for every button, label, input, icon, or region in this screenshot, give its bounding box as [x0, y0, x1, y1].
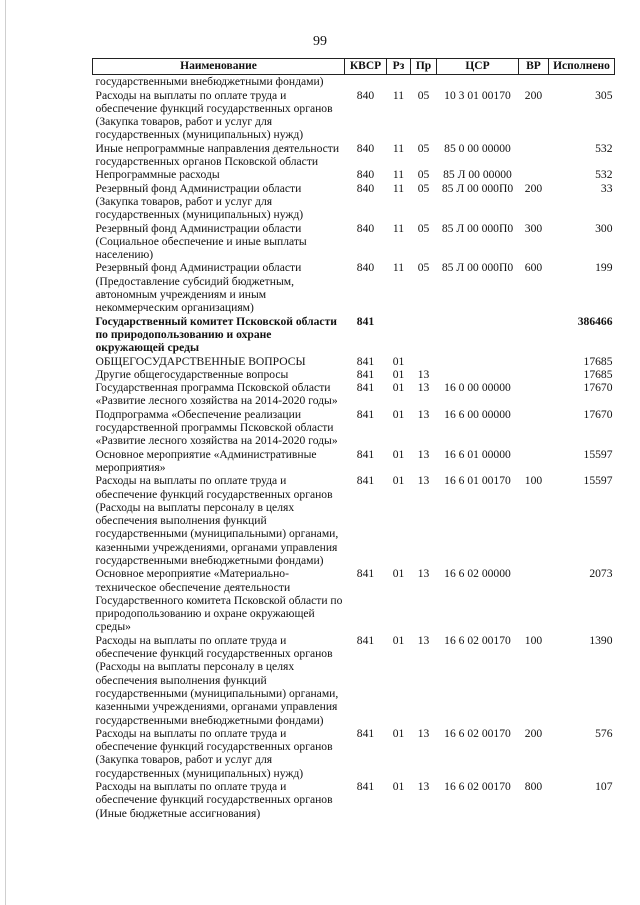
cell-name: Расходы на выплаты по оплате труда и обеспечение функций государственных органов (Закупка товаров, работ и услуг для государственных (муниципальных) нужд)	[95, 88, 333, 142]
cell-pr: 13	[417, 567, 430, 581]
cell-pr: 13	[417, 474, 430, 488]
cell-vr: 100	[524, 474, 543, 488]
table-row	[93, 368, 615, 381]
cell-pr: 13	[417, 367, 430, 381]
table-row	[93, 182, 615, 222]
cell-name: Иные непрограммные направления деятельности государственных органов Псковской области	[95, 141, 340, 169]
cell-rz: 01	[392, 367, 405, 381]
cell-amount: 576	[595, 726, 613, 740]
cell-pr: 05	[417, 181, 430, 195]
cell-csr	[437, 315, 519, 355]
cell-csr: 85 Л 00 000П0	[441, 181, 514, 195]
cell-vr	[519, 75, 549, 89]
header-amount: Исполнено	[549, 59, 615, 75]
cell-csr: 16 6 02 00000	[444, 567, 511, 581]
cell-rz: 01	[392, 354, 405, 368]
cell-csr	[437, 355, 519, 368]
cell-amount: 2073	[589, 567, 613, 581]
cell-vr	[519, 368, 549, 381]
cell-rz: 11	[392, 261, 405, 275]
cell-kvsr: 840	[356, 181, 375, 195]
cell-kvsr: 841	[356, 367, 375, 381]
cell-amount: 15597	[583, 447, 613, 461]
cell-name: Резервный фонд Администрации области (Предоставление субсидий бюджетным, автономным учреждениям и иным некоммерческим организациям)	[95, 261, 302, 315]
cell-kvsr: 840	[356, 261, 375, 275]
cell-rz: 01	[392, 567, 405, 581]
cell-amount: 300	[595, 221, 613, 235]
cell-kvsr: 841	[356, 474, 375, 488]
cell-vr	[519, 168, 549, 181]
cell-vr: 600	[524, 261, 543, 275]
cell-vr: 300	[524, 221, 543, 235]
cell-kvsr: 841	[356, 726, 375, 740]
cell-name: Расходы на выплаты по оплате труда и обеспечение функций государственных органов (Расходы на выплаты персоналу в целях обеспечения выполнения функций государственными (муниципальными) органами, казенными учреждениями, органами управления государственными внебюджетными фондами)	[95, 633, 339, 727]
cell-amount: 199	[595, 261, 613, 275]
cell-pr: 05	[417, 261, 430, 275]
cell-pr: 05	[417, 221, 430, 235]
cell-rz: 01	[392, 780, 405, 794]
cell-amount: 17670	[583, 381, 613, 395]
cell-name: Резервный фонд Администрации области (Социальное обеспечение и иные выплаты населению)	[95, 221, 307, 262]
cell-csr: 85 Л 00 000П0	[441, 261, 514, 275]
cell-amount: 305	[595, 88, 613, 102]
cell-pr	[411, 355, 437, 368]
cell-name: Основное мероприятие «Материально-техническое обеспечение деятельности Государственного комитета Псковской области по природопользованию и охране окружающей среды»	[95, 567, 343, 634]
cell-amount: 532	[595, 141, 613, 155]
cell-csr: 10 3 01 00170	[444, 88, 511, 102]
cell-rz: 01	[392, 447, 405, 461]
cell-rz: 01	[392, 474, 405, 488]
cell-pr	[411, 75, 437, 89]
cell-pr: 13	[417, 447, 430, 461]
table-body	[93, 75, 615, 820]
table-row	[93, 75, 615, 89]
cell-vr	[519, 142, 549, 169]
header-rz: Рз	[387, 59, 411, 75]
cell-kvsr: 841	[356, 354, 375, 368]
header-name: Наименование	[93, 59, 345, 75]
table-row	[93, 634, 615, 727]
cell-pr: 13	[417, 726, 430, 740]
cell-vr: 200	[524, 726, 543, 740]
cell-name: Государственный комитет Псковской области по природопользованию и охране окружающей среды	[95, 314, 337, 355]
budget-table	[92, 58, 615, 820]
cell-name: Государственная программа Псковской области «Развитие лесного хозяйства на 2014-2020 годы»	[95, 381, 338, 408]
cell-vr: 100	[524, 633, 543, 647]
cell-name: Подпрограмма «Обеспечение реализации государственной программы Псковской области «Развитие лесного хозяйства на 2014-2020 годы»	[95, 407, 338, 448]
cell-pr: 13	[417, 381, 430, 395]
cell-amount: 386466	[577, 314, 613, 328]
cell-rz: 01	[392, 726, 405, 740]
cell-csr	[437, 368, 519, 381]
table-row	[93, 355, 615, 368]
table-row	[93, 168, 615, 181]
page-number: 99	[313, 34, 327, 49]
cell-amount: 17670	[583, 407, 613, 421]
cell-csr: 85 Л 00 00000	[443, 168, 512, 182]
cell-name: ОБЩЕГОСУДАРСТВЕННЫЕ ВОПРОСЫ	[95, 354, 306, 368]
table-row	[93, 727, 615, 780]
cell-name: Расходы на выплаты по оплате труда и обеспечение функций государственных органов (Расходы на выплаты персоналу в целях обеспечения выполнения функций государственными (муниципальными) органами, казенными учреждениями, органами управления государственными внебюджетными фондами)	[95, 474, 339, 567]
table-row	[93, 222, 615, 262]
cell-name: Расходы на выплаты по оплате труда и обеспечение функций государственных органов (Иные бюджетные ассигнования)	[95, 780, 333, 820]
cell-kvsr: 841	[356, 381, 375, 395]
cell-rz: 11	[392, 88, 405, 102]
cell-rz: 11	[392, 141, 405, 155]
cell-kvsr	[345, 75, 387, 89]
cell-kvsr: 841	[356, 407, 375, 421]
cell-pr: 13	[417, 780, 430, 794]
cell-vr	[519, 315, 549, 355]
cell-csr: 16 6 02 00170	[444, 633, 511, 647]
cell-pr: 13	[417, 633, 430, 647]
cell-rz: 11	[392, 181, 405, 195]
cell-name: Расходы на выплаты по оплате труда и обеспечение функций государственных органов (Закупка товаров, работ и услуг для государственных (муниципальных) нужд)	[95, 726, 333, 780]
cell-vr	[519, 567, 549, 633]
cell-name: Другие общегосударственные вопросы	[95, 367, 289, 381]
cell-amount: 1390	[589, 633, 613, 647]
cell-name: Основное мероприятие «Административные мероприятия»	[95, 447, 317, 474]
cell-rz	[387, 315, 411, 355]
cell-rz: 01	[392, 381, 405, 395]
cell-amount: 107	[595, 780, 613, 794]
cell-kvsr: 840	[356, 221, 375, 235]
cell-pr: 05	[417, 88, 430, 102]
cell-csr: 16 6 01 00170	[444, 474, 511, 488]
table-row	[93, 315, 615, 355]
cell-amount: 17685	[583, 354, 613, 368]
cell-name: государственными внебюджетными фондами)	[95, 75, 324, 89]
cell-vr: 200	[524, 181, 543, 195]
cell-kvsr: 840	[356, 88, 375, 102]
cell-kvsr: 841	[356, 633, 375, 647]
table-row	[93, 381, 615, 408]
cell-vr: 800	[524, 780, 543, 794]
cell-kvsr: 841	[356, 314, 375, 328]
cell-pr: 05	[417, 141, 430, 155]
cell-rz: 01	[392, 407, 405, 421]
cell-csr: 16 6 02 00170	[444, 780, 511, 794]
cell-kvsr: 841	[356, 567, 375, 581]
cell-csr: 16 0 00 00000	[444, 381, 511, 395]
cell-csr: 16 6 02 00170	[444, 726, 511, 740]
cell-vr	[519, 408, 549, 448]
cell-rz: 11	[392, 221, 405, 235]
cell-csr: 16 6 01 00000	[444, 447, 511, 461]
table-row	[93, 261, 615, 314]
cell-amount	[549, 75, 615, 89]
cell-csr: 85 0 00 00000	[444, 141, 511, 155]
cell-rz	[387, 75, 411, 89]
cell-csr	[437, 75, 519, 89]
header-csr: ЦСР	[437, 59, 519, 75]
cell-csr: 16 6 00 00000	[444, 407, 511, 421]
header-kvsr: КВСР	[345, 59, 387, 75]
table-row	[93, 142, 615, 169]
table-header-row	[93, 59, 615, 75]
cell-pr	[411, 315, 437, 355]
cell-name: Непрограммные расходы	[95, 168, 220, 182]
cell-vr	[519, 355, 549, 368]
table-row	[93, 89, 615, 142]
cell-amount: 532	[595, 168, 613, 182]
cell-amount: 15597	[583, 474, 613, 488]
cell-kvsr: 841	[356, 447, 375, 461]
cell-pr: 13	[417, 407, 430, 421]
cell-vr	[519, 381, 549, 408]
cell-kvsr: 840	[356, 141, 375, 155]
cell-rz: 01	[392, 633, 405, 647]
table-row	[93, 780, 615, 820]
table-row	[93, 408, 615, 448]
page-edge	[5, 0, 6, 905]
table-row	[93, 567, 615, 633]
header-pr: Пр	[411, 59, 437, 75]
cell-kvsr: 840	[356, 168, 375, 182]
cell-pr: 05	[417, 168, 430, 182]
table-row	[93, 474, 615, 567]
cell-amount: 17685	[583, 367, 613, 381]
header-vr: ВР	[519, 59, 549, 75]
cell-vr: 200	[524, 88, 543, 102]
cell-amount: 33	[600, 181, 613, 195]
cell-name: Резервный фонд Администрации области (Закупка товаров, работ и услуг для государственных (муниципальных) нужд)	[95, 181, 304, 222]
cell-rz: 11	[392, 168, 405, 182]
table-row	[93, 448, 615, 475]
cell-csr: 85 Л 00 000П0	[441, 221, 514, 235]
cell-kvsr: 841	[356, 780, 375, 794]
cell-vr	[519, 448, 549, 475]
